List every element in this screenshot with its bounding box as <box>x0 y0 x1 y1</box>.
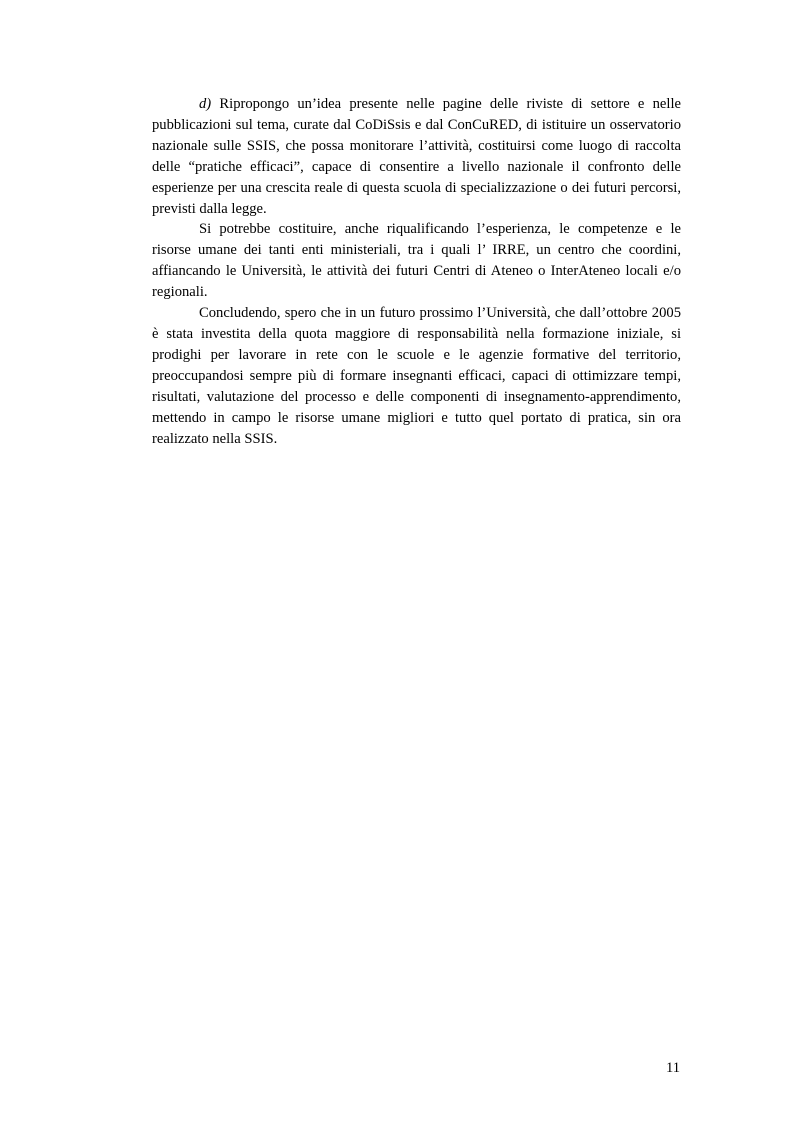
paragraph-osservatorio-text: Ripropongo un’idea presente nelle pagine delle riviste di settore e nelle pubblicazioni sul tema, curate dal CoDiSsis e dal ConCuRED, di istituire un osservatorio nazionale sulle SSIS, che possa monitorare l’attività, costituirsi come luogo di raccolta delle “pratiche efficaci”, capace di consentire a livello nazionale il confronto delle esperienze per una crescita reale di questa scuola di specializzazione o dei futuri percorsi, previsti dalla legge. <box>152 96 681 217</box>
paragraph-item-marker: d) <box>199 96 212 112</box>
paragraph-centro-coordinamento: Si potrebbe costituire, anche riqualificando l’esperienza, le competenze e le risorse umane dei tanti enti ministeriali, tra i quali l’ IRRE, un centro che coordini, affiancando le Università, le attività dei futuri Centri di Ateneo o InterAteneo locali e/o regionali. <box>152 221 681 301</box>
paragraph-conclusione: Concludendo, spero che in un futuro prossimo l’Università, che dall’ottobre 2005 è stata investita della quota maggiore di responsabilità nella formazione iniziale, si prodighi per lavorare in rete con le scuole e le agenzie formative del territorio, preoccupandosi sempre più di formare insegnanti efficaci, capaci di ottimizzare tempi, risultati, valutazione del processo e delle componenti di insegnamento-apprendimento, mettendo in campo le risorse umane migliori e tutto quel portato di pratica, sin ora realizzato nella SSIS. <box>152 305 681 447</box>
paragraph-osservatorio <box>152 94 681 219</box>
page-number: 11 <box>665 1060 680 1076</box>
body-text <box>152 94 681 449</box>
